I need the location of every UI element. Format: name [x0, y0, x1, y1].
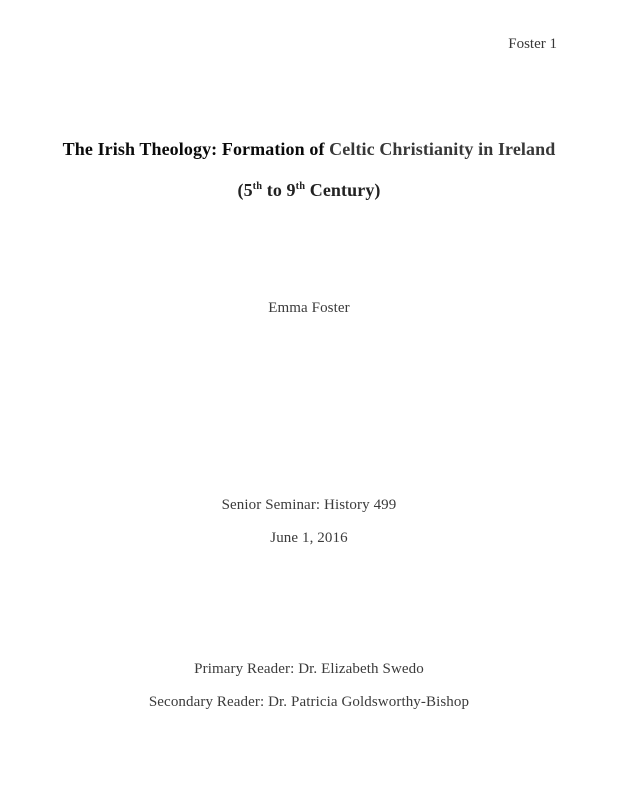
primary-reader: Primary Reader: Dr. Elizabeth Swedo [194, 661, 424, 677]
subtitle-superscript-2: th [295, 181, 306, 192]
document-title-part1: The Irish Theology: Formation of [62, 139, 330, 159]
document-title-part2: Celtic Christianity in Ireland [329, 139, 556, 159]
secondary-reader: Secondary Reader: Dr. Patricia Goldsworthy-Bishop [148, 694, 470, 710]
page-number-header: Foster 1 [508, 36, 557, 52]
course-title: Senior Seminar: History 499 [221, 497, 397, 513]
document-subtitle [0, 180, 618, 201]
subtitle-superscript-1: th [252, 181, 263, 192]
document-date: June 1, 2016 [270, 530, 348, 546]
subtitle-close: Century) [305, 180, 381, 200]
subtitle-mid: to 9 [262, 180, 296, 200]
author-name: Emma Foster [268, 300, 350, 316]
subtitle-open: (5 [237, 180, 253, 200]
document-title [0, 139, 618, 160]
